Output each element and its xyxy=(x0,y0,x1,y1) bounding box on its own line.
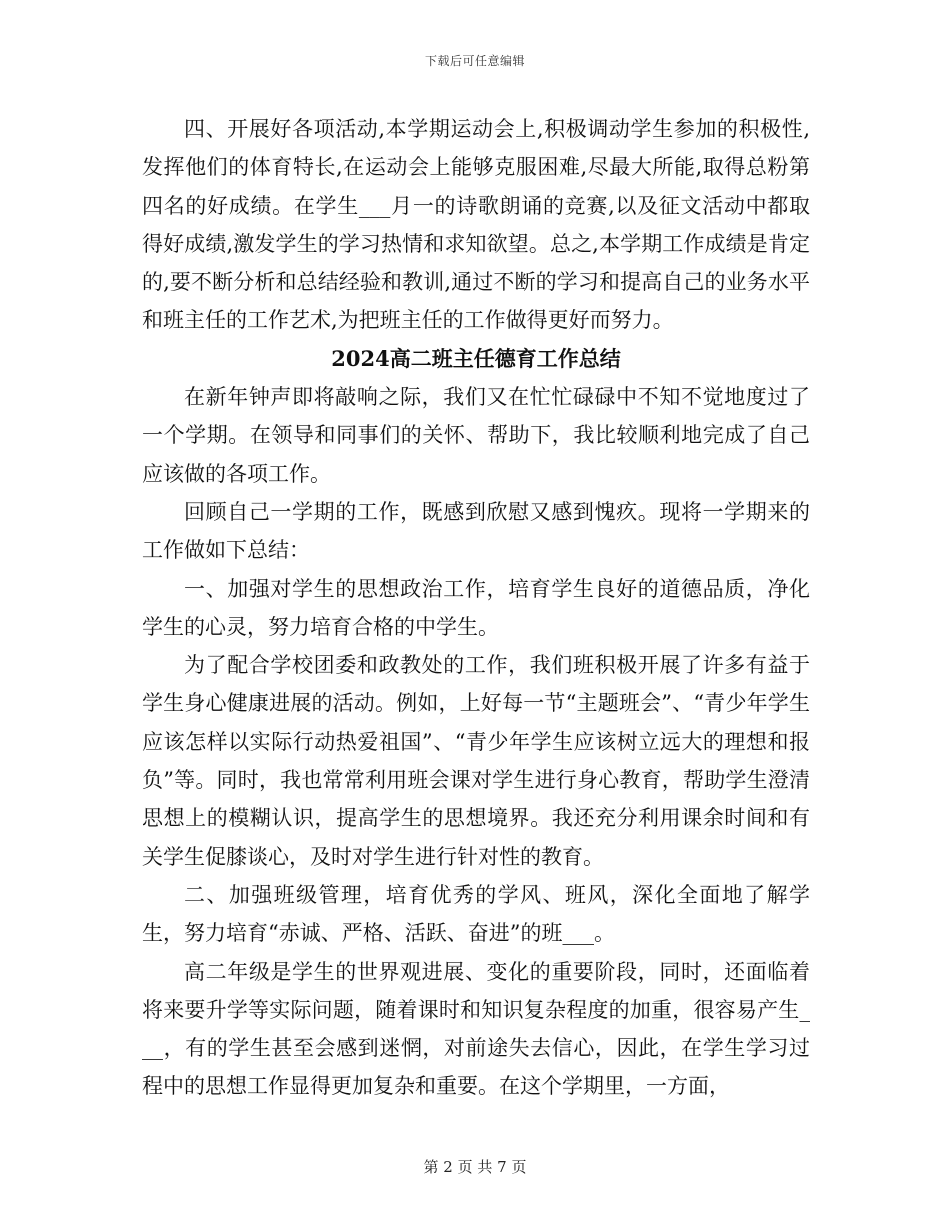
paragraph-point-one: 一、加强对学生的思想政治工作，培育学生良好的道德品质，净化学生的心灵，努力培育合格的中学生。 xyxy=(142,576,810,639)
page-number: 第 2 页 共 7 页 xyxy=(423,1158,527,1176)
paragraph-point-two: 二、加强班级管理，培育优秀的学风、班风，深化全面地了解学生，努力培育“赤诚、严格、活跃、奋进”的班___。 xyxy=(142,882,810,946)
paragraph-intro: 在新年钟声即将敲响之际，我们又在忙忙碌碌中不知不觉地度过了一个学期。在领导和同事们的关怀、帮助下，我比较顺利地完成了自己应该做的各项工作。 xyxy=(142,385,810,486)
section-title: 2024高二班主任德育工作总结 xyxy=(331,345,621,371)
page-header-note: 下载后可任意编辑 xyxy=(424,54,525,68)
paragraph-review: 回顾自己一学期的工作，既感到欣慰又感到愧疚。现将一学期来的工作做如下总结： xyxy=(142,499,810,563)
paragraph-activities-detail: 为了配合学校团委和政教处的工作，我们班积极开展了许多有益于学生身心健康进展的活动。例如，上好每一节“主题班会”、“青少年学生应该怎样以实际行动热爱祖国”、“青少年学生应该树立远大的理想和报负”等。同时，我也常常利用班会课对学生进行身心教育，帮助学生澄清思想上的模糊认识，提高学生的思想境界。我还充分利用课余时间和有关学生促膝谈心，及时对学生进行针对性的教育。 xyxy=(142,653,810,869)
paragraph-activities: 四、开展好各项活动,本学期运动会上,积极调动学生参加的积极性,发挥他们的体育特长,在运动会上能够克服困难,尽最大所能,取得总粉第四名的好成绩。在学生___月一的诗歌朗诵的竞赛,以及征文活动中都取得好成绩,激发学生的学习热情和求知欲望。总之,本学期工作成绩是肯定的,要不断分析和总结经验和教训,通过不断的学习和提高自己的业务水平和班主任的工作艺术,为把班主任的工作做得更好而努力。 xyxy=(142,117,810,333)
paragraph-grade-two: 高二年级是学生的世界观进展、变化的重要阶段，同时，还面临着将来要升学等实际问题，随着课时和知识复杂程度的加重，很容易产生___，有的学生甚至会感到迷惘，对前途失去信心，因此，在学生学习过程中的思想工作显得更加复杂和重要。在这个学期里，一方面， xyxy=(142,959,810,1099)
document-body xyxy=(142,110,810,1106)
